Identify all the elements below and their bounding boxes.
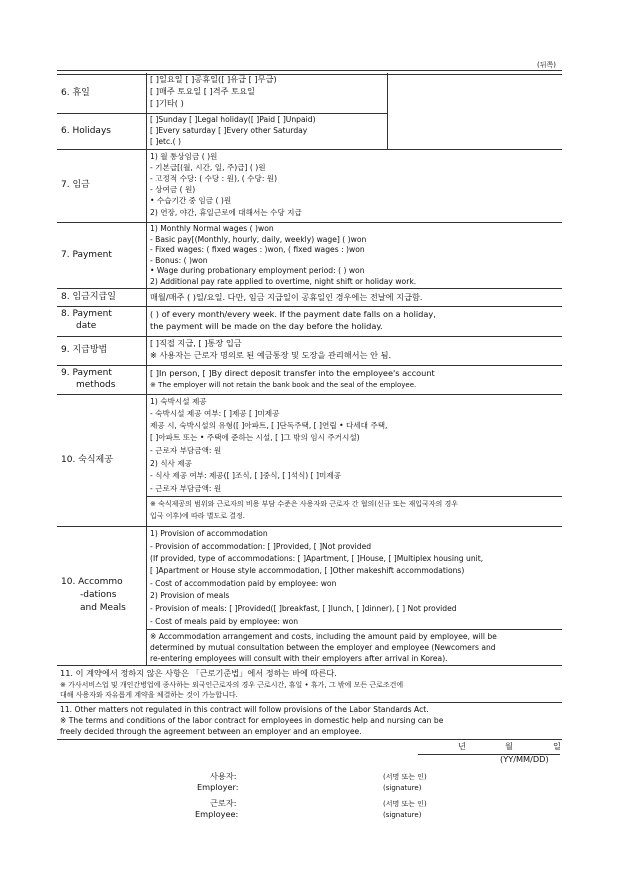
holidays-en-label: 6. Holidays <box>61 126 111 136</box>
accommodation-kr-line: [ ]아파트 또는 • 주택에 준하는 시설, [ ]그 밖의 임시 주거시설) <box>150 433 360 442</box>
section-11-kr-line: ※ 가사서비스업 및 개인간병업에 종사하는 외국인근로자의 경우 근로시간, 휴일 • 휴가, 그 밖에 모든 근로조건에 <box>60 681 404 689</box>
payment-methods-en-label: 9. Payment <box>61 368 112 378</box>
row-separator <box>146 496 562 497</box>
payment-methods-en-label: methods <box>76 380 116 390</box>
row-separator <box>57 336 562 337</box>
payment-kr-line: - 고정적 수당: ( 수당 : 원), ( 수당: 원) <box>150 174 278 183</box>
accommodation-en-label: and Meals <box>80 603 126 613</box>
accommodation-en-line: 1) Provision of accommodation <box>150 529 268 538</box>
payment-date-kr-line: 매월/매주 ( )일/요일. 다만, 임금 지급일이 공휴일인 경우에는 전날에 지급함. <box>150 292 423 302</box>
back-page-label: (뒤쪽) <box>537 61 556 69</box>
employee-kr-label: 근로자: <box>210 798 237 808</box>
holidays-kr-line: [ ]매주 토요일 [ ]격주 토요일 <box>150 86 255 96</box>
row-separator <box>57 702 562 703</box>
row-separator <box>57 113 387 114</box>
row-separator <box>146 629 562 630</box>
holiday-right-divider <box>387 73 388 149</box>
employee-sign-kr[interactable]: (서명 또는 인) <box>383 800 427 808</box>
row-separator <box>57 739 562 740</box>
accommodation-en-label: -dations <box>80 590 117 600</box>
accommodation-kr-line: - 숙박시설 제공 여부: [ ]제공 [ ]미제공 <box>150 409 280 418</box>
payment-methods-kr-line: [ ]직접 지급, [ ]통장 입금 <box>150 338 242 348</box>
holidays-kr-line: [ ]일요일 [ ]공휴일([ ]유급 [ ]무급) <box>150 74 277 84</box>
employer-kr-label: 사용자: <box>210 771 237 781</box>
holidays-kr-label: 6. 휴일 <box>61 88 90 98</box>
accommodation-kr-line: - 식사 제공 여부: 제공([ ]조식, [ ]중식, [ ]석식) [ ]미제공 <box>150 471 342 480</box>
payment-date-en-label: 8. Payment <box>61 309 112 319</box>
payment-en-line: - Fixed wages: ( fixed wages : )won, ( fixed wages : )won <box>150 245 365 254</box>
employee-en-label: Employee: <box>195 809 239 819</box>
table-top-border <box>57 70 562 75</box>
employer-sign-kr[interactable]: (서명 또는 인) <box>383 773 427 781</box>
payment-date-en-line: the payment will be made on the day before the holiday. <box>150 321 383 331</box>
date-month-label: 월 <box>505 741 513 751</box>
row-separator <box>57 149 562 150</box>
payment-methods-kr-label: 9. 지급방법 <box>61 345 108 355</box>
payment-en-line: 2) Additional pay rate applied to overtime, night shift or holiday work. <box>150 277 417 286</box>
section-11-kr-line: 11. 이 계약에서 정하지 않은 사항은 「근로기준법」에서 정하는 바에 따른다. <box>60 668 337 678</box>
payment-methods-en-line: ※ The employer will not retain the bank book and the seal of the employee. <box>150 381 417 389</box>
payment-en-line: - Bonus: ( )won <box>150 256 208 265</box>
accommodation-en-line: [ ]Apartment or House style accommodation, [ ]Other makeshift accommodations) <box>150 566 465 575</box>
payment-kr-line: - 상여금 ( 원) <box>150 185 196 194</box>
payment-en-line: - Basic pay[(Monthly, hourly, daily, weekly) wage] ( )won <box>150 235 367 244</box>
accommodation-en-line: 2) Provision of meals <box>150 591 230 600</box>
payment-date-en-line: ( ) of every month/every week. If the payment date falls on a holiday, <box>150 309 436 319</box>
accommodation-kr-note: 입국 이후)에 따라 별도로 결정. <box>150 512 246 520</box>
row-separator <box>57 365 562 366</box>
employer-en-label: Employer: <box>197 782 239 792</box>
payment-date-en-label: date <box>76 321 97 331</box>
accommodation-en-line: - Provision of accommodation: [ ]Provided, [ ]Not provided <box>150 542 372 551</box>
date-day-label: 일 <box>553 741 561 751</box>
payment-en-line: • Wage during probationary employment period: ( ) won <box>150 266 365 275</box>
accommodation-en-note: ※ Accommodation arrangement and costs, including the amount paid by employee, will be <box>150 632 497 641</box>
accommodation-kr-line: 1) 숙박시설 제공 <box>150 397 207 406</box>
row-separator <box>57 222 562 223</box>
row-separator <box>57 288 562 289</box>
payment-en-line: 1) Monthly Normal wages ( )won <box>150 224 274 233</box>
accommodation-kr-line: 2) 식사 제공 <box>150 459 192 468</box>
accommodation-en-line: (If provided, type of accommodations: [ ]Apartment, [ ]House, [ ]Multiplex housing unit, <box>150 554 484 563</box>
section-11-en-line: ※ The terms and conditions of the labor contract for employees in domestic help and nursing can be <box>60 716 444 725</box>
row-separator <box>57 665 562 666</box>
payment-date-kr-label: 8. 임금지급일 <box>61 292 116 302</box>
accommodation-en-line: - Cost of meals paid by employee: won <box>150 617 299 626</box>
payment-kr-line: 2) 연장, 야간, 휴일근로에 대해서는 수당 지급 <box>150 208 302 217</box>
holidays-kr-line: [ ]기타( ) <box>150 98 184 108</box>
accommodation-kr-note: ※ 숙식제공의 범위와 근로자의 비용 부담 수준은 사용자와 근로자 간 협의(신규 또는 재입국자의 경우 <box>150 500 459 508</box>
accommodation-en-note: re-entering employees will consult with their employers after arrival in Korea). <box>150 654 448 663</box>
row-separator <box>57 394 562 395</box>
date-format: (YY/MM/DD) <box>500 754 549 764</box>
label-column-divider <box>146 73 147 665</box>
accommodation-en-label: 10. Accommo <box>61 577 123 587</box>
section-11-en-line: freely decided through the agreement between an employer and an employee. <box>60 727 362 736</box>
holidays-en-line: [ ]Sunday [ ]Legal holiday([ ]Paid [ ]Unpaid) <box>150 115 316 124</box>
accommodation-kr-line: - 근로자 부담금액: 원 <box>150 484 222 493</box>
section-11-kr-line: 대해 사용자와 자유롭게 계약을 체결하는 것이 가능합니다. <box>60 691 238 699</box>
payment-en-label: 7. Payment <box>61 250 112 260</box>
section-11-en-line: 11. Other matters not regulated in this contract will follow provisions of the Labor Standards Act. <box>60 705 429 714</box>
payment-methods-kr-line: ※ 사용자는 근로자 명의로 된 예금통장 및 도장을 관리해서는 안 됨. <box>150 350 392 360</box>
employer-sign-en[interactable]: (signature) <box>383 784 422 792</box>
row-separator <box>57 306 562 307</box>
date-year-label: 년 <box>458 741 466 751</box>
payment-kr-label: 7. 임금 <box>61 180 90 190</box>
payment-kr-line: - 기본급[(월, 시간, 일, 주)급] ( )원 <box>150 163 266 172</box>
payment-kr-line: 1) 월 통상임금 ( )원 <box>150 152 218 161</box>
holidays-en-line: [ ]etc.( ) <box>150 137 181 146</box>
accommodation-kr-line: - 근로자 부담금액: 원 <box>150 446 222 455</box>
accommodation-kr-label: 10. 숙식제공 <box>61 455 113 465</box>
holidays-en-line: [ ]Every saturday [ ]Every other Saturday <box>150 126 308 135</box>
accommodation-en-note: determined by mutual consultation between the employer and employee (Newcomers and <box>150 643 496 652</box>
accommodation-en-line: - Cost of accommodation paid by employee: won <box>150 579 337 588</box>
employee-sign-en[interactable]: (signature) <box>383 811 422 819</box>
row-separator <box>57 526 562 527</box>
payment-methods-en-line: [ ]In person, [ ]By direct deposit transfer into the employee's account <box>150 368 435 378</box>
payment-kr-line: • 수습기간 중 임금 ( )원 <box>150 196 232 205</box>
accommodation-en-line: - Provision of meals: [ ]Provided([ ]breakfast, [ ]lunch, [ ]dinner), [ ] Not provided <box>150 604 457 613</box>
accommodation-kr-line: 제공 시, 숙박시설의 유형([ ]아파트, [ ]단독주택, [ ]연립 • 다세대 주택, <box>150 421 388 430</box>
